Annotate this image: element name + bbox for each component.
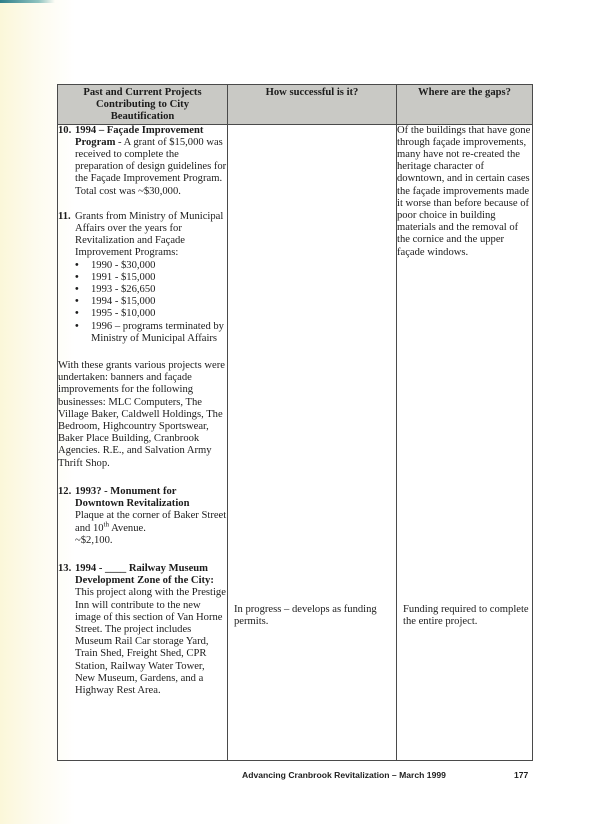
header-how-successful: How successful is it? (228, 85, 397, 125)
bullet-icon: • (75, 271, 79, 283)
project-item-12 (58, 486, 227, 510)
project-item-11 (58, 211, 227, 260)
item-10-body (75, 125, 227, 198)
item-number: 11. (58, 210, 71, 222)
item-number: 12. (58, 485, 72, 497)
list-item: • 1991 - $15,000 (75, 271, 156, 283)
bullet-icon: • (75, 296, 79, 308)
item-number: 13. (58, 562, 72, 574)
footer-title: Advancing Cranbrook Revitalization – March 1999 (242, 770, 446, 780)
gaps-cell (397, 124, 533, 760)
item-10-title: 1994 – Façade Improvement Program (75, 124, 204, 148)
item-12-title: 1993? - Monument for Downtown Revitalization (75, 485, 190, 510)
item-13-title: 1994 - ____ Railway Museum Development Zone of the City: (75, 562, 214, 587)
project-item-13 (58, 563, 227, 587)
item-12-text: Plaque at the corner of Baker Street and 10th Avenue. (75, 510, 227, 534)
item-number: 10. (58, 124, 72, 136)
projects-cell (58, 124, 228, 760)
project-item-10 (58, 125, 227, 198)
item-13-text: This project along with the Prestige Inn will contribute to the new image of this section of Van Horne Street. The project includes Museum Rail Car storage Yard, Train Shed, Freight Shed, CPR Station, Railway Water Tower, New Museum, Gardens, and a Highway Rest Area. (75, 587, 226, 696)
table-header-row (58, 85, 533, 125)
list-item: • 1990 - $30,000 (75, 259, 156, 271)
gaps-item-10-11: Of the buildings that have gone through façade improvements, many have not re-created the heritage character of downtown, and in certain cases the façade improvements made it worse than before because of poor choice in building materials and the removal of the cornice and the upper façade windows. (397, 124, 531, 258)
page-number: 177 (514, 770, 529, 780)
scan-edge-band (0, 0, 55, 3)
success-cell (228, 124, 397, 760)
header-past-current-projects: Past and Current Projects Contributing to City Beautification (58, 85, 228, 125)
item-11-text: Grants from Ministry of Municipal Affairs over the years for Revitalization and Façade Improvement Programs: (75, 210, 224, 259)
grants-note: With these grants various projects were undertaken: banners and façade improvements for the following businesses: MLC Computers, The Village Baker, Caldwell Holdings, The Bedroom, Highcountry Sportswear, Baker Place Building, Cranbrook Agencies. R.E., and Salvation Army Thrift Shop. (58, 360, 225, 469)
bullet-icon: • (75, 259, 79, 271)
projects-table (57, 84, 533, 761)
bullet-icon: • (75, 308, 79, 320)
table-row (58, 124, 533, 760)
bullet-icon: • (75, 284, 79, 296)
list-item: • 1993 - $26,650 (75, 284, 156, 296)
grants-list (58, 260, 227, 345)
bullet-icon: • (75, 320, 79, 332)
header-where-gaps: Where are the gaps? (397, 85, 533, 125)
list-item: • 1994 - $15,000 (75, 296, 156, 308)
success-item-13: In progress – develops as funding permits. (234, 603, 377, 627)
item-10-text: - A grant of $15,000 was received to complete the preparation of design guidelines for the Façade Improvement Program. Total cost was ~$30,000. (75, 136, 227, 197)
gaps-item-13: Funding required to complete the entire project. (403, 603, 529, 627)
list-item: • 1996 – programs terminated by Ministry of Municipal Affairs (75, 320, 224, 344)
item-12-cost: ~$2,100. (75, 534, 113, 546)
list-item: • 1995 - $10,000 (75, 308, 156, 320)
